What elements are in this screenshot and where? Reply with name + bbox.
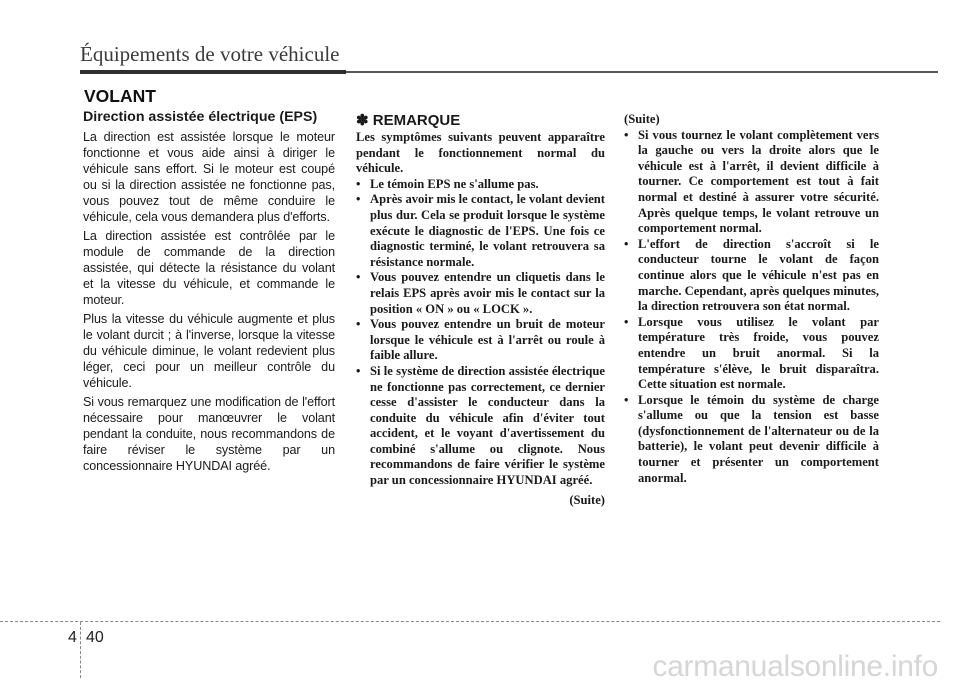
main-column [83, 110, 335, 477]
note-list [624, 128, 879, 487]
note-title: ✽ REMARQUE [356, 112, 461, 129]
chapter-number: 4 [68, 629, 77, 646]
paragraph: La direction assistée est contrôlée par le module de commande de la direction assistée, qui détecte la résistance du volant et la vitesse du véhicule, et commande le moteur. [83, 229, 335, 307]
paragraph: La direction est assistée lorsque le moteur fonctionne et vous aide ainsi à diriger le véhicule sans effort. Si le moteur est coupé ou si la direction assistée ne fonctionne pas, vous pouvez tout de même conduire le véhicule, cela vous demandera plus d'efforts. [83, 130, 335, 224]
bullet: • [624, 236, 629, 251]
continued-label: (Suite) [569, 492, 605, 507]
paragraph: Plus la vitesse du véhicule augmente et plus le volant durcit ; à l'inverse, lorsque la vitesse du véhicule diminue, le volant redevient plus léger, ceci pour un meilleur contrôle du véhicule. [83, 312, 335, 390]
list-item: • L'effort de direction s'accroît si le conducteur tourne le volant de façon continue alors que le véhicule n'est pas en marche. Cependant, après quelques minutes, la direction retrouvera son état normal. [624, 236, 879, 314]
footer-rule [0, 621, 940, 622]
note-continued-box [624, 112, 879, 486]
list-item: • Le témoin EPS ne s'allume pas. [356, 176, 539, 191]
page-number: 40 [86, 629, 104, 646]
header-rule-dark [80, 70, 346, 74]
continued-header: (Suite) [624, 112, 660, 126]
bullet: • [356, 317, 361, 332]
eps-heading: Direction assistée électrique (EPS) [83, 109, 318, 125]
header-rule-light [346, 71, 938, 73]
bullet: • [624, 127, 629, 142]
list-item: • Lorsque vous utilisez le volant par température très froide, vous pouvez entendre un bruit anormal. Si la température s'élève, le bruit disparaîtra. Cette situation est normale. [624, 314, 879, 392]
list-item: • Si le système de direction assistée électrique ne fonctionne pas correctement, ce dernier cesse d'assister le conducteur dans la conduite du véhicule afin d'éviter tout accident, et le voyant d'avertissement du combiné s'allume ou clignote. Nous recommandons de faire vérifier le système par un concessionnaire HYUNDAI agréé. [356, 363, 605, 488]
list-item: • Lorsque le témoin du système de charge s'allume ou que la tension est basse (dysfonctionnement de l'alternateur ou de la batterie), le volant peut devenir difficile à tourner et présenter un comportement anormal. [624, 392, 879, 485]
list-item: • Après avoir mis le contact, le volant devient plus dur. Cela se produit lorsque le système exécute le diagnostic de l'EPS. Une fois ce diagnostic terminé, le volant retrouvera sa résistance normale. [356, 192, 605, 269]
paragraph: Si vous remarquez une modification de l'effort nécessaire pour manœuvrer le volant pendant la conduite, nous recommandons de faire réviser le système par un concessionnaire HYUNDAI agréé. [83, 395, 335, 473]
bullet: • [356, 176, 361, 191]
list-item: • Si vous tournez le volant complètement vers la gauche ou vers la droite alors que le véhicule est à l'arrêt, il devient difficile à tourner. Ce comportement est tout à fait normal et destiné à assurer votre sécurité. Après quelque temps, le volant retrouve un comportement normal. [624, 127, 879, 236]
list-item: • Vous pouvez entendre un bruit de moteur lorsque le véhicule est à l'arrêt ou roule à faible allure. [356, 317, 605, 363]
list-item: • Vous pouvez entendre un cliquetis dans le relais EPS après avoir mis le contact sur la position « ON » ou « LOCK ». [356, 270, 605, 316]
note-intro: Les symptômes suivants peuvent apparaître pendant le fonctionnement normal du véhicule. [356, 130, 605, 176]
bullet: • [356, 192, 361, 207]
bullet: • [356, 363, 361, 378]
bullet: • [624, 314, 629, 329]
bullet: • [624, 392, 629, 407]
note-box [356, 112, 605, 508]
header-title: Équipements de votre véhicule [80, 42, 340, 66]
header-rule [80, 70, 938, 74]
bullet: • [356, 270, 361, 285]
note-list [356, 177, 605, 489]
section-title: VOLANT [84, 86, 156, 106]
footer-divider [80, 622, 81, 678]
watermark: carmanualsonline.info [652, 650, 938, 683]
